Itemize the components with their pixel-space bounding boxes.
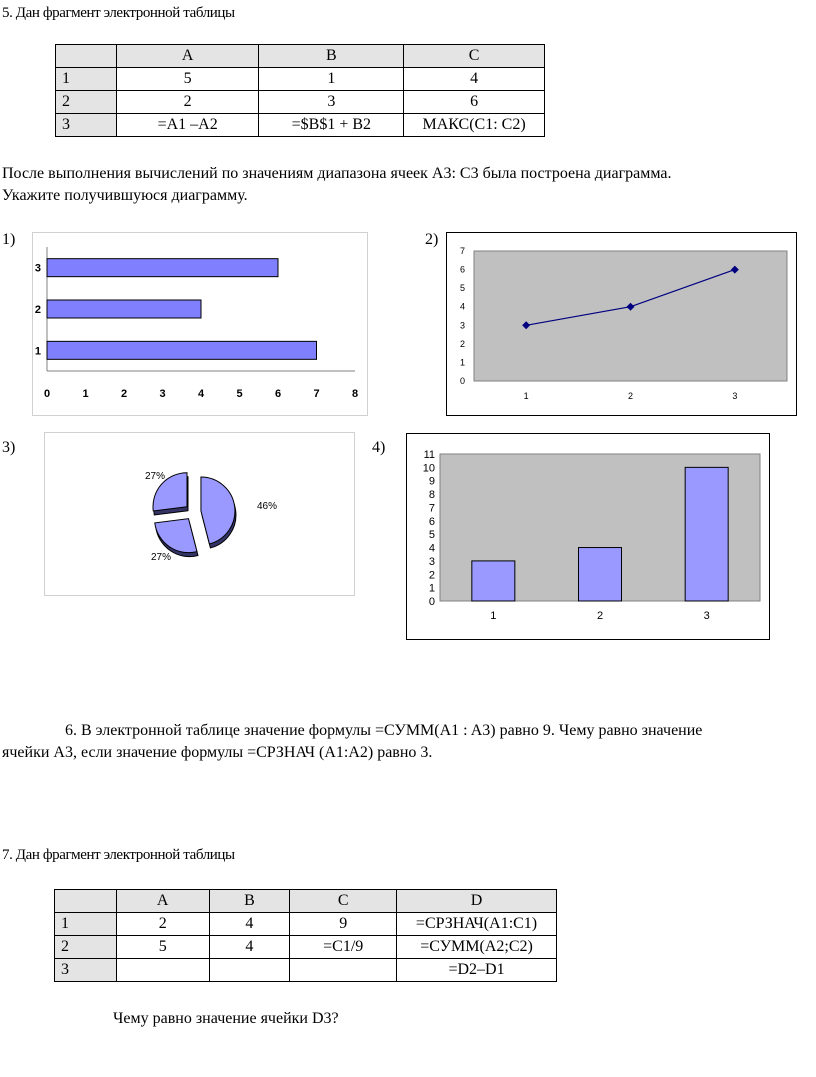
corner-cell (55, 890, 117, 913)
table-row (55, 959, 557, 982)
y-tick-label: 6 (428, 515, 435, 528)
y-tick-label: 10 (422, 462, 435, 475)
q7-title: 7. Дан фрагмент электронной таблицы (2, 847, 235, 863)
cell-b3 (209, 959, 290, 982)
x-tick-label: 5 (236, 388, 243, 400)
corner-cell (56, 45, 117, 68)
chart-2-svg (447, 233, 796, 415)
x-tick-label: 0 (43, 388, 51, 400)
cell-b3: =$B$1 + B2 (259, 114, 404, 137)
cell-a2: 5 (116, 936, 209, 959)
q7-question: Чему равно значение ячейки D3? (113, 1010, 339, 1027)
q6-line2: ячейки A3, если значение формулы =СРЗНАЧ (A1:A2) равно 3. (2, 744, 433, 761)
y-tick-label: 5 (428, 529, 435, 542)
bar (47, 300, 201, 318)
cell-b2: 3 (259, 91, 404, 114)
q5-prompt-line2: Укажите получившуюся диаграмму. (2, 187, 248, 204)
y-tick-label: 9 (428, 475, 435, 488)
col-header-a: A (116, 45, 259, 68)
option-label-2: 2) (425, 231, 439, 248)
y-tick-label: 3 (459, 320, 465, 331)
cell-c2: 6 (404, 91, 545, 114)
x-tick-label: 3 (732, 391, 738, 401)
x-tick-label: 1 (490, 610, 497, 622)
y-tick-label: 0 (459, 376, 465, 386)
option-label-3: 3) (2, 439, 16, 456)
y-tick-label: 0 (428, 596, 435, 608)
chart-3-svg (45, 433, 354, 595)
cell-c1: 9 (290, 913, 397, 936)
q7-table (54, 889, 557, 982)
x-tick-label: 8 (351, 388, 359, 400)
y-tick-label: 3 (428, 555, 435, 568)
table-row (56, 68, 545, 91)
row-header: 3 (55, 959, 117, 982)
row-header: 1 (56, 68, 117, 91)
cell-c3: МАКС(C1: C2) (404, 114, 545, 137)
cell-a1: 5 (116, 68, 259, 91)
option-label-4: 4) (372, 439, 386, 456)
bar (47, 341, 317, 359)
cell-c1: 4 (404, 68, 545, 91)
slice-label: 46% (257, 501, 278, 512)
bar (685, 467, 728, 601)
chart-1-svg (33, 233, 367, 415)
q5-table (55, 44, 545, 137)
cell-d2: =СУММ(A2;C2) (397, 936, 557, 959)
y-tick-label: 4 (459, 301, 465, 312)
col-header-a: A (116, 890, 209, 913)
plot-area (474, 251, 787, 381)
y-tick-label: 4 (428, 542, 435, 555)
y-tick-label: 5 (459, 283, 465, 294)
x-tick-label: 6 (274, 388, 282, 400)
cell-a3 (116, 959, 209, 982)
x-tick-label: 4 (197, 388, 205, 400)
cell-b1: 1 (259, 68, 404, 91)
chart-option-1 (32, 232, 368, 416)
col-header-b: B (259, 45, 404, 68)
q5-prompt-line1: После выполнения вычислений по значениям диапазона ячеек А3: С3 была построена диаграмма. (2, 165, 672, 182)
row-header: 3 (56, 114, 117, 137)
slice-label: 27% (150, 552, 172, 563)
y-tick-label: 2 (428, 569, 435, 582)
bar (472, 561, 515, 601)
table-row (56, 114, 545, 137)
col-header-c: C (290, 890, 397, 913)
x-tick-label: 7 (313, 388, 320, 400)
chart-option-4 (406, 433, 770, 640)
bar (47, 259, 278, 277)
x-tick-label: 1 (82, 388, 89, 400)
x-tick-label: 1 (523, 391, 529, 401)
cell-a1: 2 (116, 913, 209, 936)
y-tick-label: 1 (34, 345, 41, 358)
y-tick-label: 11 (423, 449, 435, 461)
chart-4-svg (407, 434, 769, 639)
slice-label: 27% (144, 471, 166, 482)
y-tick-label: 1 (428, 582, 435, 595)
table-header-row (55, 890, 557, 913)
y-tick-label: 1 (459, 357, 465, 368)
cell-c3 (290, 959, 397, 982)
chart-option-2 (446, 232, 797, 416)
table-header-row (56, 45, 545, 68)
y-tick-label: 2 (34, 304, 41, 316)
cell-d1: =СРЗНАЧ(A1:C1) (397, 913, 557, 936)
col-header-c: C (404, 45, 545, 68)
y-tick-label: 3 (34, 262, 41, 275)
y-tick-label: 2 (459, 338, 465, 349)
x-tick-label: 2 (596, 610, 604, 622)
y-tick-label: 6 (459, 264, 465, 275)
q6-line1: 6. В электронной таблице значение формулы =СУММ(A1 : A3) равно 9. Чему равно значение (65, 722, 703, 739)
option-label-1: 1) (2, 231, 16, 248)
y-tick-label: 7 (459, 246, 465, 256)
bar (579, 548, 622, 601)
x-tick-label: 3 (703, 610, 710, 622)
cell-b1: 4 (209, 913, 290, 936)
q5-title: 5. Дан фрагмент электронной таблицы (2, 5, 235, 21)
y-tick-label: 8 (428, 489, 435, 502)
table-row (55, 936, 557, 959)
cell-d3: =D2–D1 (397, 959, 557, 982)
table-row (56, 91, 545, 114)
x-tick-label: 2 (627, 391, 634, 401)
row-header: 2 (56, 91, 117, 114)
col-header-b: B (209, 890, 290, 913)
pie-slice (155, 519, 197, 553)
x-tick-label: 2 (120, 388, 128, 400)
row-header: 2 (55, 936, 117, 959)
cell-a3: =A1 –A2 (116, 114, 259, 137)
cell-c2: =C1/9 (290, 936, 397, 959)
x-tick-label: 3 (159, 388, 166, 400)
row-header: 1 (55, 913, 117, 936)
y-tick-label: 7 (428, 502, 435, 515)
chart-option-3 (44, 432, 355, 596)
table-row (55, 913, 557, 936)
col-header-d: D (397, 890, 557, 913)
cell-b2: 4 (209, 936, 290, 959)
cell-a2: 2 (116, 91, 259, 114)
